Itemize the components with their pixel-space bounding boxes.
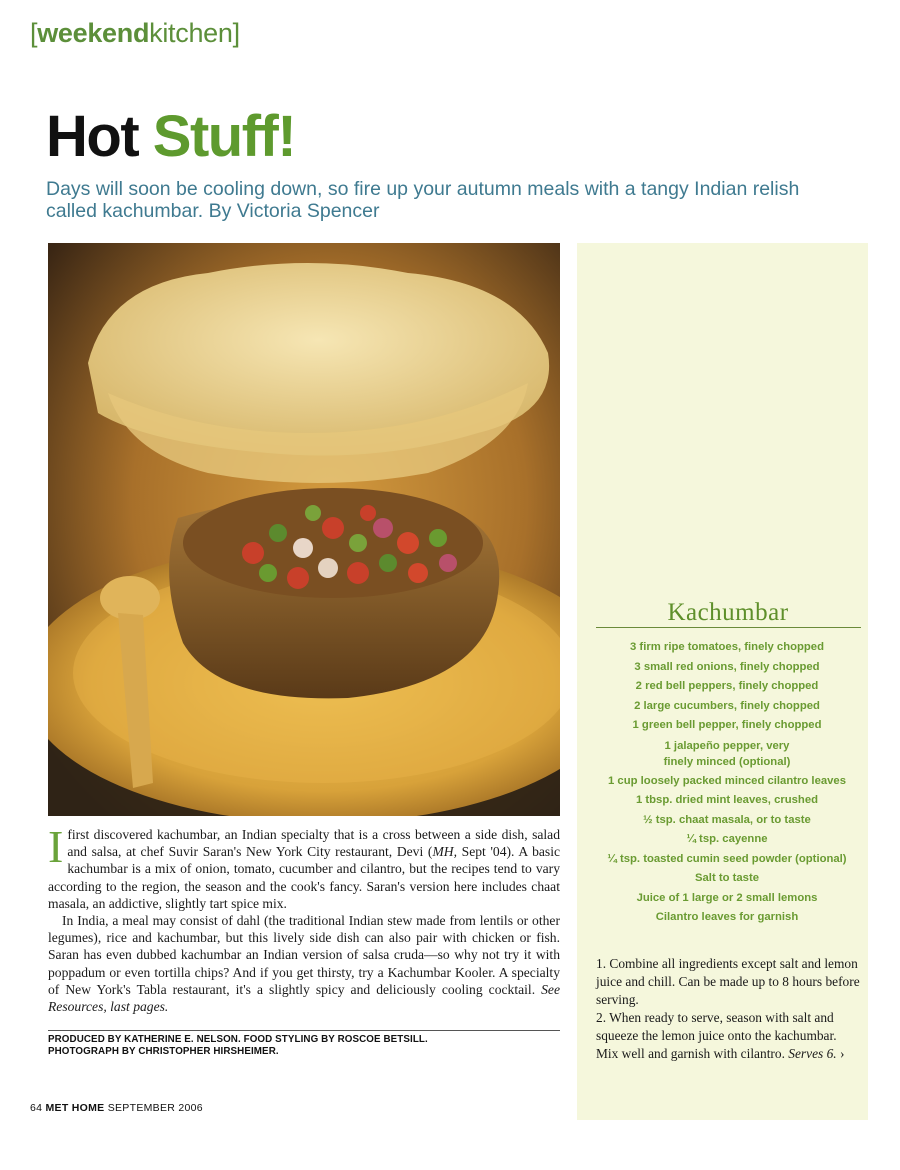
body-paragraph-2: In India, a meal may consist of dahl (the traditional Indian stew made from lentils or other legumes), rice and kachumbar, but this lively side dish can also pair with chicken or fish. Saran has even dubbed kachumbar an Indian version of salsa cruda—so why not try it with poppadum or even tortilla chips? And if you get thirsty, try a Kachumbar Kooler. A specialty of New York's Tabla restaurant, it's a slightly spicy and deliciously cooling cocktail. See Resources, last pages. [48,913,560,1015]
direction-step-1: 1. Combine all ingredients except salt and lemon juice and chill. Can be made up to 8 hours before serving. [596,956,860,1007]
section-tag-rest: kitchen [149,18,233,48]
ingredient-item: Cilantro leaves for garnish [655,911,799,923]
section-tag-bold: weekend [37,18,150,48]
direction-step-2: 2. When ready to serve, season with salt and squeeze the lemon juice onto the kachumbar. Mix well and garnish with cilantro. Serves 6. › [596,1010,845,1061]
ingredient-item: ½ tsp. chaat masala, or to taste [643,813,811,826]
section-bracket-open: [ [30,18,38,48]
ingredient-item: Salt to taste [694,872,760,884]
continue-arrow-icon: › [839,1046,845,1061]
ingredient-item: Juice of 1 large or 2 small lemons [636,891,818,904]
kachumbar-photo [48,243,560,816]
recipe-title: Kachumbar [667,599,789,626]
deck-subtitle: Days will soon be cooling down, so fire up your autumn meals with a tangy Indian relish called kachumbar. By Victoria Spencer [46,178,800,222]
recipe-directions [596,955,862,1063]
page-number: 64 [30,1102,43,1114]
section-bracket-close: ] [232,18,240,48]
drop-cap: I [48,821,64,872]
serves-count: Serves 6. [788,1046,837,1061]
credits-line-1: PRODUCED BY KATHERINE E. NELSON. FOOD STYLING BY ROSCOE BETSILL. [48,1034,428,1045]
ingredient-item: ¼ tsp. cayenne [686,833,768,845]
body-paragraph-1: Ifirst discovered kachumbar, an Indian specialty that is a cross between a side dish, salad and salsa, at chef Suvir Saran's New York City restaurant, Devi (MH, Sept '04). A basic kachumbar is a mix of onion, tomato, cucumber and cilantro, but the recipes tend to vary according to the region, the season and the cook's fancy. Saran's version here includes chaat masala, an addictive, slightly tart spice mix. [48,821,561,911]
ingredient-item: ¼ tsp. toasted cumin seed powder (optional) [607,852,847,865]
ingredient-list [587,638,867,928]
page-footer [30,1102,203,1114]
ingredient-item: 2 large cucumbers, finely chopped [634,699,820,712]
magazine-name: MET HOME [45,1102,105,1114]
ingredient-item: 1 tbsp. dried mint leaves, crushed [635,794,819,806]
issue-date: SEPTEMBER 2006 [107,1102,203,1114]
recipe-title-rule [596,627,861,628]
headline-word-1: Hot [46,104,139,169]
ingredient-item: 1 cup loosely packed minced cilantro leaves [608,774,846,787]
ingredient-item: 1 green bell pepper, finely chopped [632,719,822,731]
ingredient-item: 1 jalapeño pepper, very finely minced (optional) [663,739,791,768]
ingredient-item: 3 small red onions, finely chopped [634,660,820,673]
credits [48,1034,560,1058]
section-tag [30,18,240,49]
recipe-sidebar [577,243,868,1120]
article-body [48,821,561,1015]
credits-divider [48,1030,560,1031]
headline [46,104,296,169]
headline-word-2: Stuff! [152,104,296,169]
credits-line-2: PHOTOGRAPH BY CHRISTOPHER HIRSHEIMER. [48,1046,279,1057]
ingredient-item: 3 firm ripe tomatoes, finely chopped [630,641,824,653]
ingredient-item: 2 red bell peppers, finely chopped [635,680,819,692]
